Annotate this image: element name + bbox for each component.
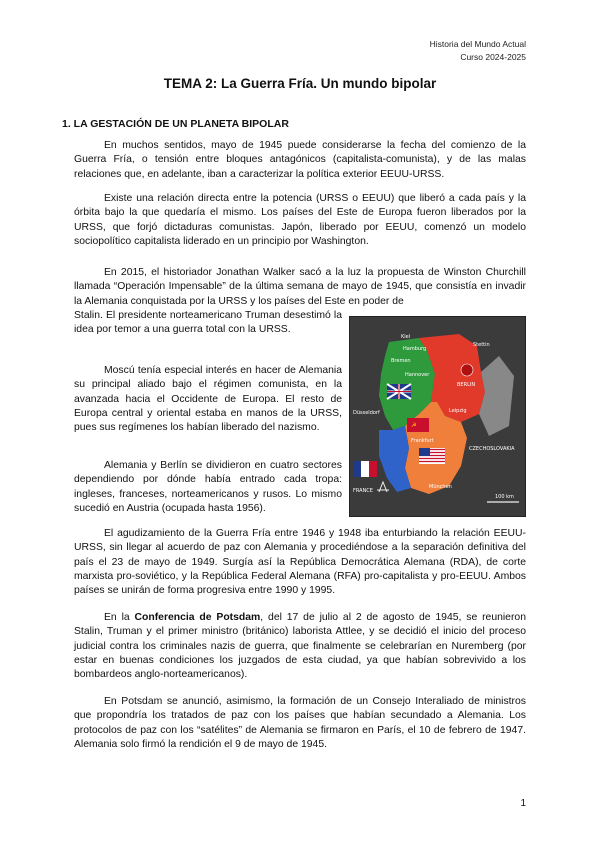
- map-label-hannover: Hannover: [405, 372, 430, 378]
- map-label-kiel: Kiel: [401, 334, 411, 340]
- map-label-scale: 100 km: [495, 494, 514, 500]
- map-label-dusseldorf: Düsseldorf: [353, 410, 380, 416]
- paragraph-7: [74, 611, 526, 682]
- paragraph-5: Alemania y Berlín se dividieron en cuatro sectores dependiendo por dónde había entrado cada tropa: ingleses, franceses, norteamericanos y rusos. Lo mismo sucedió en Austria (ocupada hasta 1956).: [74, 460, 342, 514]
- paragraph-3: En 2015, el historiador Jonathan Walker sacó a la luz la propuesta de Winston Churchill llamada “Operación Impensable” de la última semana de mayo de 1945, que consistía en invadir la Alemania conquistada por la URSS y los países del Este en poder de: [74, 267, 526, 307]
- map-label-hamburg: Hamburg: [403, 346, 427, 352]
- paragraph-3-continued: Stalin. El presidente norteamericano Truman desestimó la idea por temor a una guerra total con la URSS.: [74, 310, 342, 336]
- p7-lead: En la: [104, 612, 135, 623]
- map-label-bremen: Bremen: [391, 358, 411, 364]
- p7-rest: , del 17 de julio al 2 de agosto de 1945, se reunieron Stalin, Truman y el primer ministro (británico) laborista Attlee, y se decidió el inicio del proceso judicial contra los criminales nazis de guerra, que finalmente se celebrarían en Nuremberg (por estar en buenas condiciones los juzgados de esta ciudad, ya que habían sobrevivido a los bombardeos anglo-norteamericanos).: [74, 612, 526, 681]
- france-flag-red: [369, 461, 377, 477]
- france-flag-white: [361, 461, 369, 477]
- paragraph-2: Existe una relación directa entre la potencia (URSS o EEUU) que liberó a cada país y la órbita bajo la que quedaría el mismo. Los países del Este de Europa fueron liberados por la URSS, que forjó dictaduras comunistas. Japón, liberado por EEUU, comenzó un modelo sociopolítico capitalista liderado en un principio por Washington.: [74, 193, 526, 247]
- ussr-flag-symbol: ☭: [411, 422, 417, 429]
- paragraph-8: En Potsdam se anunció, asimismo, la formación de un Consejo Interaliado de ministros que propondría los tratados de paz con los países que habían secundado a Alemania. Los protocolos de paz con los “satélites” de Alemania se firmaron en París, el 10 de febrero de 1947. Alemania solo firmó la rendición el 9 de mayo de 1945.: [74, 696, 526, 750]
- header-course-name: Historia del Mundo Actual: [429, 39, 526, 49]
- page-number: 1: [520, 798, 526, 809]
- france-flag-blue: [353, 461, 361, 477]
- map-label-leipzig: Leipzig: [449, 408, 467, 414]
- page-title: TEMA 2: La Guerra Fría. Un mundo bipolar: [163, 76, 437, 91]
- header-course-year: Curso 2024-2025: [460, 52, 526, 62]
- paragraph-4: Moscú tenía especial interés en hacer de Alemania su principal aliado bajo el régimen comunista, en la avanzada hacia el Occidente de Europa. El resto de Europa central y oriental estaba en manos de la URSS, pues sus regímenes los habían liberado del nazismo.: [74, 365, 342, 434]
- map-label-berlin: BERLIN: [457, 382, 476, 388]
- map-label-munchen: München: [429, 484, 452, 490]
- section-heading: 1. LA GESTACIÓN DE UN PLANETA BIPOLAR: [62, 118, 289, 130]
- map-label-czechoslovakia: CZECHOSLOVAKIA: [469, 446, 515, 452]
- map-label-frankfurt: Frankfurt: [411, 438, 434, 444]
- page-header: [430, 38, 526, 64]
- occupation-zones-map: [349, 316, 526, 517]
- p7-bold-term: Conferencia de Potsdam: [134, 612, 261, 623]
- map-label-stettin: Stettin: [473, 342, 490, 348]
- berlin-marker: [461, 364, 473, 376]
- us-flag-canton: [419, 448, 430, 456]
- map-label-france: FRANCE: [353, 488, 373, 494]
- paragraph-6: El agudizamiento de la Guerra Fría entre 1946 y 1948 iba enturbiando la relación EEUU-URSS, sin llegar al acuerdo de paz con Alemania y procediéndose a la separación definitiva del país el 23 de mayo de 1949. Surgía así la República Democrática Alemana (RDA), de corte marxista pro-soviético, y la República Federal Alemana (RFA) pro-capitalista y pro-EEUU. Ambos países se unirán de forma progresiva entre 1990 y 1995.: [74, 528, 526, 597]
- paragraph-1: En muchos sentidos, mayo de 1945 puede considerarse la fecha del comienzo de la Guerra Fría, o tensión entre bloques antagónicos (capitalista-comunista), y de las malas relaciones que, en adelante, iban a caracterizar la política exterior EEUU-URSS.: [74, 140, 526, 180]
